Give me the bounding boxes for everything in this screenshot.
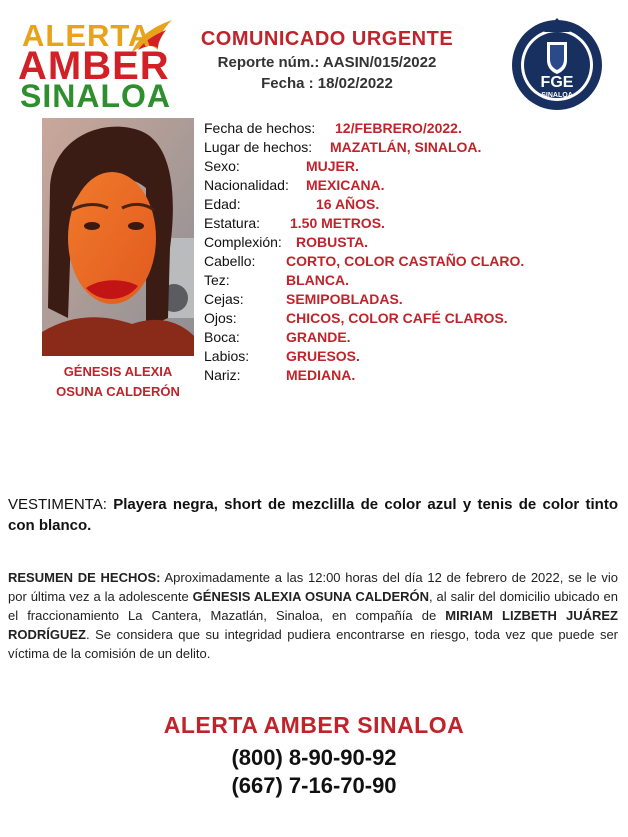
detail-value: GRANDE. [286,329,351,345]
summary-text-3: . Se considera que su integridad pudiera encontrarse en riesgo, toda vez que puede ser víctima de la comisión de un delito. [8,627,618,661]
detail-label: Cejas: [204,291,244,307]
summary-person-name: GÉNESIS ALEXIA OSUNA CALDERÓN [192,589,430,604]
detail-label: Labios: [204,348,250,364]
fge-seal [506,12,608,114]
footer-title: ALERTA AMBER SINALOA [163,712,465,738]
detail-value: MEXICANA. [306,177,385,193]
detail-value: 16 AÑOS. [316,196,380,212]
detail-label: Cabello: [204,253,256,269]
person-name-line2: OSUNA CALDERÓN [56,384,180,399]
detail-value: MUJER. [306,158,359,174]
page-title: COMUNICADO URGENTE [200,28,454,50]
detail-label: Lugar de hechos: [204,139,313,155]
person-name-line1: GÉNESIS ALEXIA [63,364,173,379]
clothing-description [8,494,618,536]
logo-sinaloa-text: SINALOA [20,78,171,114]
clothing-text: Playera negra, short de mezclilla de color azul y tenis de color tinto con blanco. [8,496,618,534]
summary-label: RESUMEN DE HECHOS: [8,570,161,585]
detail-label: Edad: [204,196,241,212]
detail-label: Complexión: [204,234,282,250]
detail-value: MEDIANA. [286,367,356,383]
detail-value: BLANCA. [286,272,349,288]
detail-value: 1.50 METROS. [290,215,385,231]
detail-value: 12/FEBRERO/2022. [335,120,462,136]
summary-text-2: , al salir del domicilio ubicado en el fraccionamiento La Cantera, Mazatlán, Sinaloa, en compañía de [8,589,618,623]
alerta-amber-logo [10,14,171,114]
detail-value: GRUESOS. [286,348,360,364]
summary-paragraph [8,568,618,663]
detail-label: Tez: [204,272,230,288]
summary-text-1: Aproximadamente a las 12:00 horas del día 12 de febrero de 2022, se le vio por última vez a la adolescente [8,570,618,604]
detail-label: Nariz: [204,367,241,383]
detail-label: Boca: [204,329,240,345]
detail-value: CORTO, COLOR CASTAÑO CLARO. [286,253,525,269]
seal-abbr: FGE [540,74,574,91]
report-number: Reporte núm.: AASIN/015/2022 [217,54,437,71]
report-date: Fecha : 18/02/2022 [261,75,393,92]
detail-label: Ojos: [204,310,237,326]
footer-phone-1: (800) 8-90-90-92 [231,745,397,770]
detail-label: Fecha de hechos: [204,120,316,136]
logo-alerta-text: ALERTA [22,18,152,53]
summary-companion-name: MIRIAM LIZBETH JUÁREZ RODRÍGUEZ [8,608,619,642]
missing-person-photo [42,118,194,356]
seal-state: SINALOA [541,92,573,99]
detail-value: MAZATLÁN, SINALOA. [330,139,482,155]
detail-value: SEMIPOBLADAS. [286,291,403,307]
clothing-label: VESTIMENTA: [8,496,107,513]
footer-phone-2: (667) 7-16-70-90 [231,773,397,798]
detail-value: ROBUSTA. [296,234,369,250]
detail-label: Nacionalidad: [204,177,289,193]
detail-label: Sexo: [204,158,240,174]
logo-amber-text: AMBER [18,44,170,88]
portrait-image [42,118,194,356]
detail-label: Estatura: [204,215,261,231]
detail-value: CHICOS, COLOR CAFÉ CLAROS. [286,310,508,326]
